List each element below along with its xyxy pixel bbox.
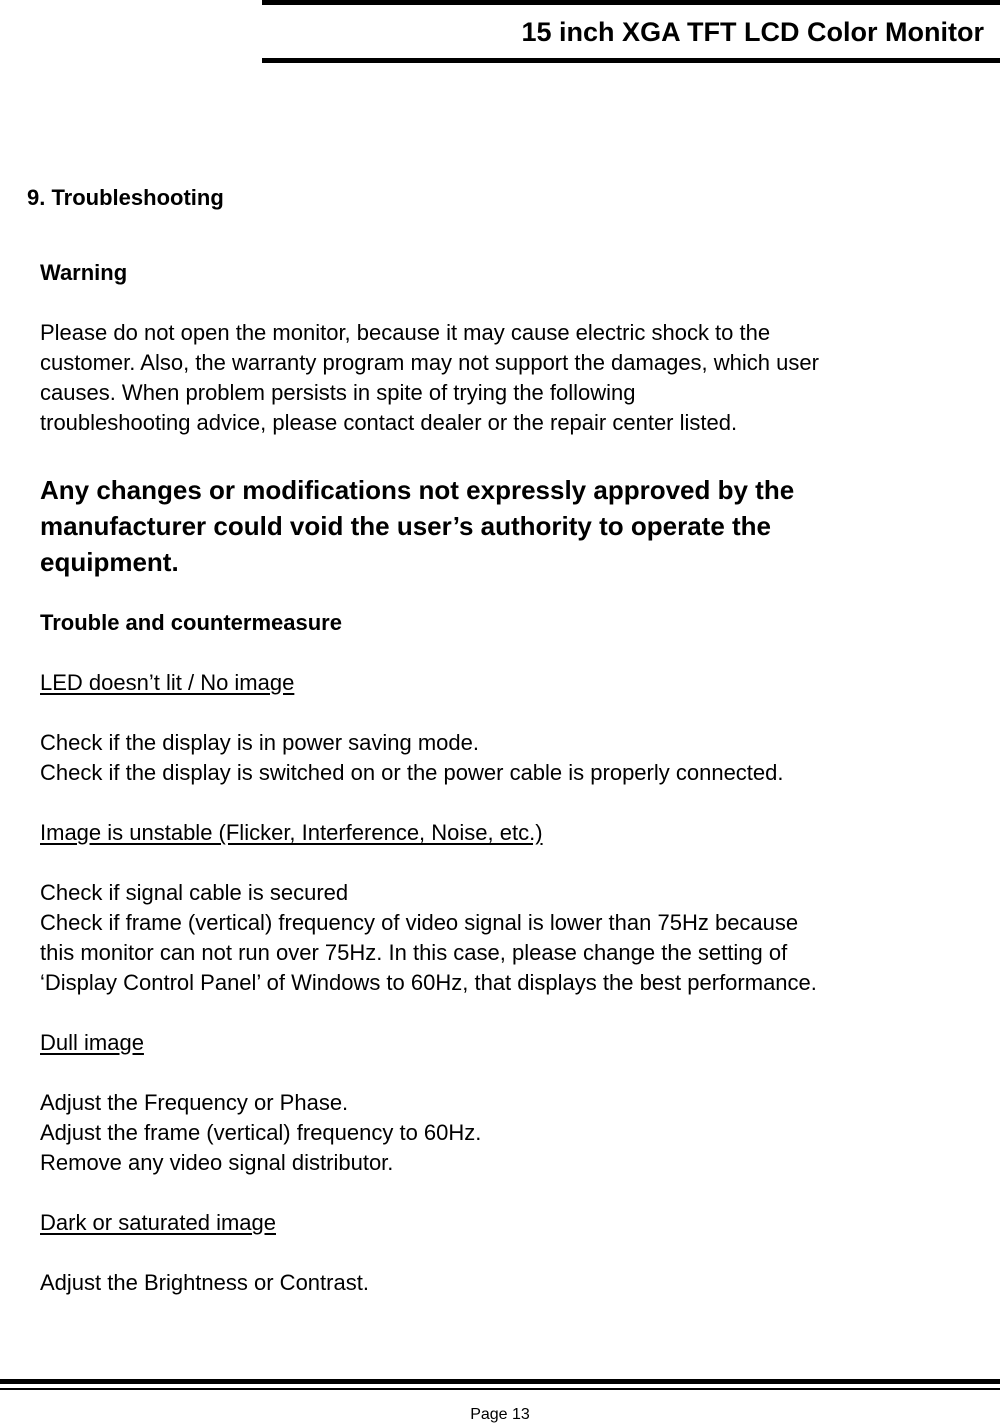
trouble-item-dark-image [40,1208,960,1298]
header-bottom-rule [262,58,1000,63]
notice-line: Any changes or modifications not expressly approved by the [40,475,795,505]
document-title: 15 inch XGA TFT LCD Color Monitor [521,17,984,47]
trouble-item-title: Image is unstable (Flicker, Interference, Noise, etc.) [40,820,543,845]
trouble-item-line: Remove any video signal distributor. [40,1150,394,1175]
main-content [40,258,960,1298]
warning-paragraph [40,318,960,438]
trouble-item-line: Check if the display is switched on or the power cable is properly connected. [40,760,784,785]
trouble-item-line: Check if signal cable is secured [40,880,349,905]
trouble-item-title: Dark or saturated image [40,1210,276,1235]
trouble-item-unstable-image [40,818,960,998]
section-title: 9. Troubleshooting [27,185,224,210]
footer-thin-rule [0,1388,1000,1390]
footer-thick-rule [0,1379,1000,1384]
trouble-item-line: ‘Display Control Panel’ of Windows to 60Hz, that displays the best performance. [40,970,817,995]
trouble-heading: Trouble and countermeasure [40,610,342,635]
notice-line: manufacturer could void the user’s authority to operate the [40,511,772,541]
compliance-notice [40,472,960,580]
trouble-item-no-image [40,668,960,788]
warning-line: troubleshooting advice, please contact dealer or the repair center listed. [40,410,738,435]
warning-line: Please do not open the monitor, because it may cause electric shock to the [40,320,771,345]
trouble-item-title: Dull image [40,1030,144,1055]
warning-line: causes. When problem persists in spite of trying the following [40,380,636,405]
trouble-item-line: Adjust the Brightness or Contrast. [40,1270,369,1295]
header-top-rule [262,0,1000,5]
warning-heading: Warning [40,260,128,285]
page-number: Page 13 [470,1406,530,1423]
notice-line: equipment. [40,547,179,577]
warning-line: customer. Also, the warranty program may not support the damages, which user [40,350,819,375]
trouble-item-dull-image [40,1028,960,1178]
trouble-item-line: this monitor can not run over 75Hz. In this case, please change the setting of [40,940,788,965]
trouble-item-line: Adjust the Frequency or Phase. [40,1090,349,1115]
trouble-item-line: Adjust the frame (vertical) frequency to 60Hz. [40,1120,482,1145]
trouble-item-title: LED doesn’t lit / No image [40,670,295,695]
trouble-item-line: Check if frame (vertical) frequency of video signal is lower than 75Hz because [40,910,799,935]
trouble-item-line: Check if the display is in power saving mode. [40,730,479,755]
